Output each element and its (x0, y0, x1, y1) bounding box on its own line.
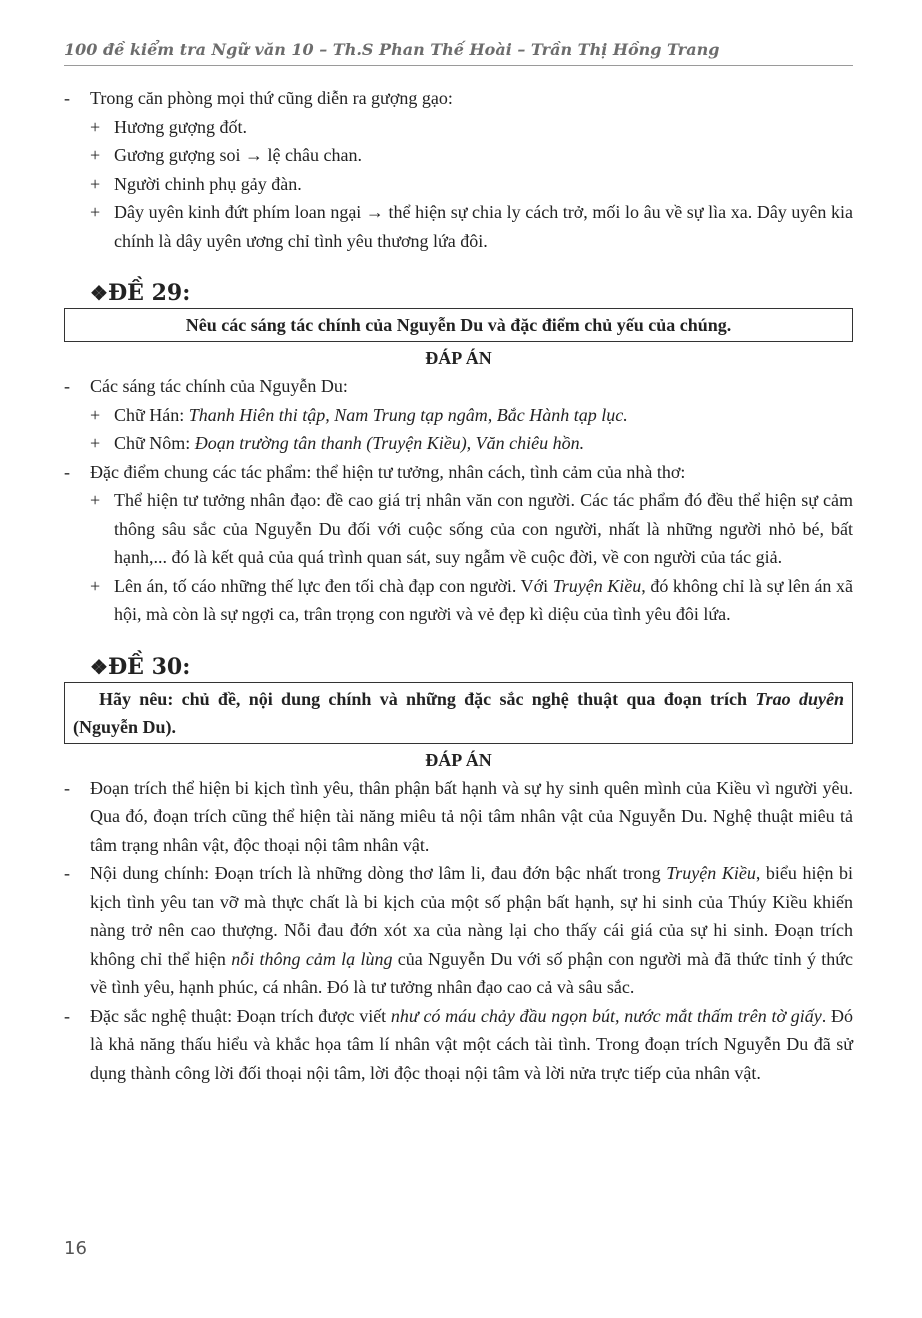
diamond-icon: ❖ (90, 281, 108, 305)
text-c: của Nguyễn Du với số phận con người mà đã thức tỉnh ý thức về tình yêu, hạnh phúc, cá nhân. Đó là tư tưởng nhân đạo cao cả và sâu sắc. (90, 948, 853, 997)
page-content (64, 84, 853, 1087)
de30-question-box (64, 682, 853, 744)
quote: nỗi thông cảm lạ lùng (231, 948, 393, 969)
intro-sub-2 (64, 141, 853, 170)
de29-question-box (64, 308, 853, 342)
dash-marker: - (64, 376, 70, 396)
intro-sub-text: Dây uyên kinh đứt phím loan ngại → thể hiện sự chia ly cách trở, mối lo âu về sự lìa xa. Dây uyên kia chính là dây uyên ương chỉ tình yêu thương lứa đôi. (114, 202, 853, 251)
de29-heading (64, 278, 853, 308)
de30-heading (64, 652, 853, 682)
de29-heading-text: ĐỀ 29: (107, 280, 191, 306)
plus-marker: + (90, 490, 101, 510)
de29-bullet-2 (64, 458, 853, 487)
intro-sub-text: Hương gượng đốt. (114, 116, 248, 137)
de29-bullet-1-sub-2 (64, 429, 853, 458)
plus-marker: + (90, 433, 101, 453)
de29-bullet-2-sub-2 (64, 572, 853, 629)
sub-text-b: , đó không chỉ là sự lên án xã hội, mà còn là sự ngợi ca, trân trọng con người và vẻ đẹp kì diệu của tình yêu đôi lứa. (114, 575, 853, 624)
de29-bullet-1-text: Các sáng tác chính của Nguyễn Du: (90, 376, 348, 396)
de29-bullet-2-text: Đặc điểm chung các tác phẩm: thể hiện tư tưởng, nhân cách, tình cảm của nhà thơ: (90, 461, 686, 482)
de30-question-a: Hãy nêu: chủ đề, nội dung chính và những đặc sắc nghệ thuật qua đoạn trích (99, 688, 756, 709)
de29-question: Nêu các sáng tác chính của Nguyễn Du và đặc điểm chủ yếu của chúng. (185, 315, 732, 335)
text-b: , biểu hiện bi kịch tình yêu tan vỡ mà thực chất là bi kịch của một số phận bất hạnh, sự hi sinh của Thúy Kiều khiến nàng trở nên cao thượng. Nỗi đau đớn xót xa của nàng lại cho thấy cái giá của sự hi sinh. Đoạn trích không chỉ thể hiện (90, 863, 854, 969)
sub-text-a: Lên án, tố cáo những thế lực đen tối chà đạp con người. Với (114, 575, 553, 596)
work-title: Truyện Kiều (666, 863, 756, 883)
intro-sub-4 (64, 198, 853, 255)
text-a: Nội dung chính: Đoạn trích là những dòng thơ lâm li, đau đớn bậc nhất trong (90, 863, 667, 883)
work-title: Trao duyên (755, 688, 844, 709)
de30-answer-title: ĐÁP ÁN (425, 749, 492, 770)
dash-marker: - (64, 461, 70, 482)
plus-marker: + (90, 404, 101, 425)
intro-sub-1 (64, 113, 853, 142)
work-title: Truyện Kiều (552, 575, 642, 596)
de30-bullet-2 (64, 859, 853, 1002)
text-b: . Đó là khả năng thấu hiểu và khắc họa tâm lí nhân vật một cách tài tình. Trong đoạn trích Nguyễn Du đã sử dụng thành công lời đối thoại nội tâm, lời độc thoại nội tâm và lời nửa trực tiếp của nhân vật. (90, 1005, 854, 1083)
diamond-icon: ❖ (90, 654, 108, 679)
han-works: Thanh Hiên thi tập, Nam Trung tạp ngâm, Bắc Hành tạp lục. (188, 404, 628, 425)
plus-marker: + (90, 575, 101, 596)
dash-marker: - (64, 1005, 70, 1026)
de30-bullet-3 (64, 1002, 853, 1088)
de29-bullet-1 (64, 372, 853, 401)
intro-line (64, 84, 853, 113)
text-a: Đặc sắc nghệ thuật: Đoạn trích được viết (90, 1005, 391, 1026)
sub-label: Chữ Nôm: (114, 433, 195, 453)
plus-marker: + (90, 173, 101, 194)
dash-marker: - (64, 777, 70, 798)
de29-answer-title: ĐÁP ÁN (425, 348, 492, 368)
nom-works: Đoạn trường tân thanh (Truyện Kiều), Văn chiêu hồn. (194, 433, 585, 453)
page-number: 16 (64, 1238, 87, 1259)
intro-sub-text: Người chinh phụ gảy đàn. (114, 173, 302, 194)
de29-bullet-2-sub-1 (64, 486, 853, 572)
plus-marker: + (90, 145, 101, 165)
dash-marker: - (64, 863, 70, 883)
de30-heading-text: ĐỀ 30: (107, 653, 191, 680)
intro-sub-text: Gương gượng soi → lệ châu chan. (114, 145, 363, 165)
de30-bullet-1-text: Đoạn trích thể hiện bi kịch tình yêu, thân phận bất hạnh và sự hy sinh quên mình của Kiều vì người yêu. Qua đó, đoạn trích cũng thể hiện tài năng miêu tả nội tâm nhân vật của Nguyễn Du. Nghệ thuật miêu tả tâm trạng nhân vật, độc thoại nội tâm nhân vật. (90, 777, 853, 855)
sub-text: Thể hiện tư tưởng nhân đạo: đề cao giá trị nhân văn con người. Các tác phẩm đó đều thể hiện sự cảm thông sâu sắc của Nguyễn Du đối với cuộc sống của con người, nhất là những người nhỏ bé, bất hạnh,... đó là kết quả của quá trình quan sát, suy ngẫm về cuộc đời, về con người của tác giả. (114, 490, 853, 567)
de30-question-b: (Nguyễn Du). (73, 716, 177, 737)
intro-text: Trong căn phòng mọi thứ cũng diễn ra gượng gạo: (90, 88, 453, 108)
dash-marker: - (64, 88, 70, 108)
page-header: 100 đề kiểm tra Ngữ văn 10 – Th.S Phan Thế Hoài – Trần Thị Hồng Trang (64, 40, 853, 66)
plus-marker: + (90, 202, 101, 222)
quote: như có máu chảy đầu ngọn bút, nước mắt thấm trên tờ giấy (390, 1005, 822, 1026)
de29-bullet-1-sub-1 (64, 401, 853, 430)
sub-label: Chữ Hán: (114, 404, 189, 425)
plus-marker: + (90, 116, 101, 137)
intro-sub-3 (64, 170, 853, 199)
de30-bullet-1 (64, 774, 853, 860)
